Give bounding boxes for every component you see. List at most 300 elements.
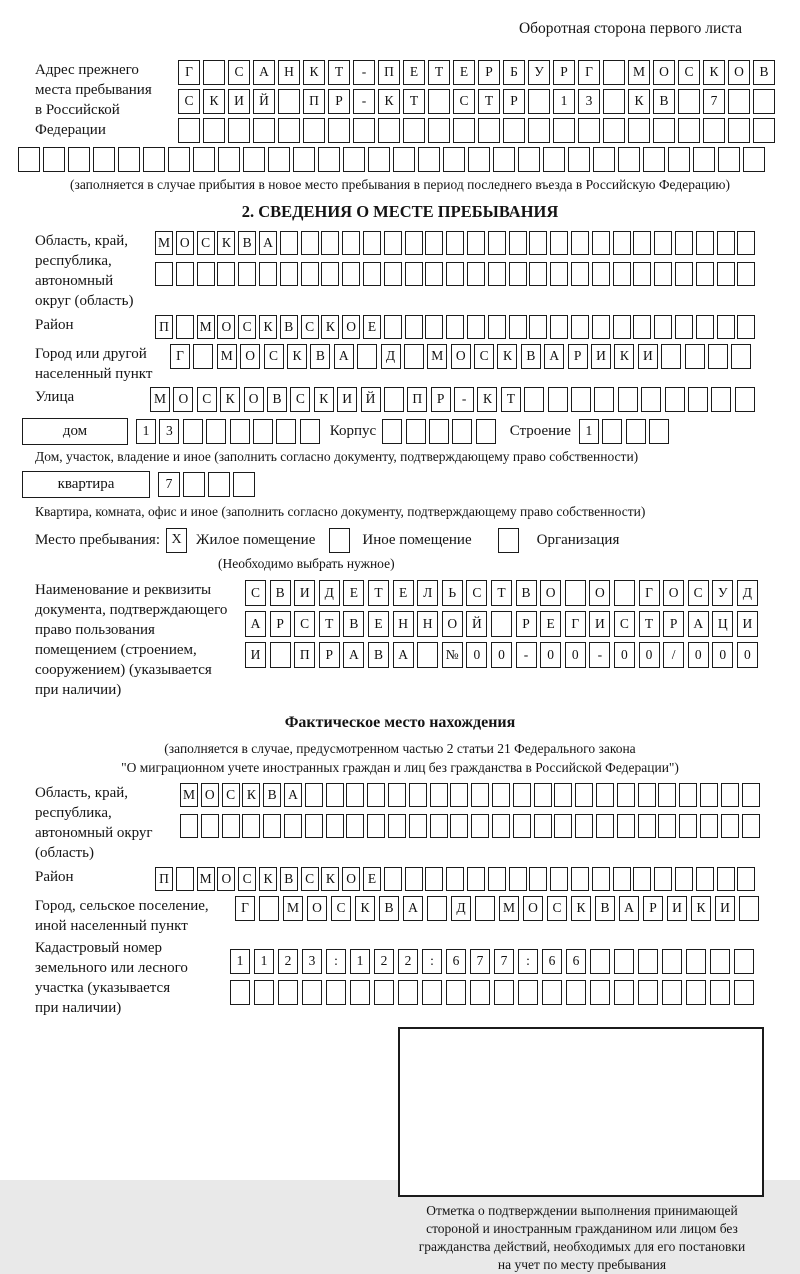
char-cell[interactable]: А (245, 611, 266, 637)
char-cell[interactable] (409, 814, 427, 838)
char-cell[interactable] (675, 867, 693, 891)
char-cell[interactable]: Р (553, 60, 575, 85)
char-cell[interactable] (428, 89, 450, 114)
char-cell[interactable] (492, 783, 510, 807)
char-cell[interactable]: И (245, 642, 266, 668)
char-cell[interactable] (180, 814, 198, 838)
char-cell[interactable] (633, 315, 651, 339)
char-cell[interactable] (208, 472, 230, 497)
char-cell[interactable] (571, 231, 589, 255)
char-cell[interactable]: О (342, 315, 360, 339)
char-cell[interactable] (737, 315, 755, 339)
char-cell[interactable] (293, 147, 315, 172)
char-cell[interactable]: 6 (542, 949, 562, 974)
char-cell[interactable] (450, 783, 468, 807)
char-cell[interactable] (613, 315, 631, 339)
char-cell[interactable] (718, 147, 740, 172)
char-cell[interactable] (734, 980, 754, 1005)
char-cell[interactable] (575, 814, 593, 838)
char-cell[interactable] (592, 867, 610, 891)
char-cell[interactable]: Р (503, 89, 525, 114)
char-cell[interactable]: Д (319, 580, 340, 606)
char-cell[interactable]: А (253, 60, 275, 85)
char-cell[interactable] (658, 814, 676, 838)
char-cell[interactable] (259, 262, 277, 286)
char-cell[interactable] (425, 867, 443, 891)
char-cell[interactable] (654, 315, 672, 339)
char-cell[interactable]: К (355, 896, 375, 921)
char-cell[interactable]: О (176, 231, 194, 255)
char-cell[interactable]: С (547, 896, 567, 921)
char-cell[interactable]: О (244, 387, 264, 412)
char-cell[interactable] (638, 980, 658, 1005)
char-cell[interactable] (678, 89, 700, 114)
char-cell[interactable] (350, 980, 370, 1005)
char-cell[interactable] (550, 315, 568, 339)
char-cell[interactable] (491, 611, 512, 637)
char-cell[interactable] (183, 419, 203, 444)
char-cell[interactable]: В (653, 89, 675, 114)
char-cell[interactable]: В (280, 867, 298, 891)
char-cell[interactable] (230, 980, 250, 1005)
char-cell[interactable]: С (245, 580, 266, 606)
char-cell[interactable]: Й (466, 611, 487, 637)
char-cell[interactable]: Е (403, 60, 425, 85)
char-cell[interactable] (418, 147, 440, 172)
char-cell[interactable] (731, 344, 751, 369)
char-cell[interactable] (618, 147, 640, 172)
char-cell[interactable] (668, 147, 690, 172)
char-cell[interactable]: Г (170, 344, 190, 369)
char-cell[interactable] (614, 580, 635, 606)
char-cell[interactable]: Т (428, 60, 450, 85)
char-cell[interactable]: А (544, 344, 564, 369)
char-cell[interactable]: О (240, 344, 260, 369)
char-cell[interactable]: О (540, 580, 561, 606)
char-cell[interactable] (488, 315, 506, 339)
char-cell[interactable]: Р (270, 611, 291, 637)
char-cell[interactable] (493, 147, 515, 172)
char-cell[interactable] (721, 783, 739, 807)
char-cell[interactable] (592, 262, 610, 286)
char-cell[interactable] (550, 262, 568, 286)
char-cell[interactable]: 1 (136, 419, 156, 444)
char-cell[interactable] (509, 867, 527, 891)
char-cell[interactable]: А (688, 611, 709, 637)
char-cell[interactable] (346, 814, 364, 838)
char-cell[interactable] (613, 867, 631, 891)
char-cell[interactable]: С (238, 867, 256, 891)
char-cell[interactable] (696, 231, 714, 255)
char-cell[interactable] (688, 387, 708, 412)
char-cell[interactable] (183, 472, 205, 497)
checkbox-residential[interactable]: X (166, 528, 187, 553)
char-cell[interactable] (93, 147, 115, 172)
char-cell[interactable] (696, 867, 714, 891)
char-cell[interactable] (353, 118, 375, 143)
char-cell[interactable] (470, 980, 490, 1005)
char-cell[interactable] (222, 814, 240, 838)
char-cell[interactable]: Ц (712, 611, 733, 637)
char-cell[interactable]: К (378, 89, 400, 114)
char-cell[interactable] (524, 387, 544, 412)
char-cell[interactable] (728, 89, 750, 114)
char-cell[interactable]: С (290, 387, 310, 412)
char-cell[interactable]: И (228, 89, 250, 114)
char-cell[interactable] (382, 419, 402, 444)
char-cell[interactable]: О (728, 60, 750, 85)
char-cell[interactable] (243, 147, 265, 172)
char-cell[interactable] (696, 262, 714, 286)
char-cell[interactable] (201, 814, 219, 838)
char-cell[interactable] (643, 147, 665, 172)
char-cell[interactable]: К (691, 896, 711, 921)
char-cell[interactable] (628, 118, 650, 143)
char-cell[interactable]: И (737, 611, 758, 637)
char-cell[interactable]: М (217, 344, 237, 369)
char-cell[interactable]: В (310, 344, 330, 369)
char-cell[interactable] (566, 980, 586, 1005)
char-cell[interactable] (528, 89, 550, 114)
char-cell[interactable]: 0 (639, 642, 660, 668)
char-cell[interactable] (693, 147, 715, 172)
char-cell[interactable] (743, 147, 765, 172)
char-cell[interactable]: / (663, 642, 684, 668)
char-cell[interactable] (278, 118, 300, 143)
char-cell[interactable]: А (403, 896, 423, 921)
char-cell[interactable] (529, 315, 547, 339)
char-cell[interactable] (263, 814, 281, 838)
char-cell[interactable]: 1 (254, 949, 274, 974)
char-cell[interactable] (661, 344, 681, 369)
char-cell[interactable] (476, 419, 496, 444)
char-cell[interactable] (654, 262, 672, 286)
char-cell[interactable] (321, 262, 339, 286)
char-cell[interactable]: В (270, 580, 291, 606)
char-cell[interactable] (230, 419, 250, 444)
char-cell[interactable] (518, 980, 538, 1005)
char-cell[interactable] (428, 118, 450, 143)
char-cell[interactable]: Д (381, 344, 401, 369)
char-cell[interactable] (742, 783, 760, 807)
char-cell[interactable]: Р (516, 611, 537, 637)
char-cell[interactable] (633, 867, 651, 891)
char-cell[interactable] (452, 419, 472, 444)
char-cell[interactable] (686, 949, 706, 974)
char-cell[interactable]: М (628, 60, 650, 85)
char-cell[interactable]: И (591, 344, 611, 369)
char-cell[interactable] (303, 118, 325, 143)
char-cell[interactable] (478, 118, 500, 143)
char-cell[interactable]: 1 (579, 419, 599, 444)
char-cell[interactable] (384, 262, 402, 286)
char-cell[interactable] (578, 118, 600, 143)
char-cell[interactable] (450, 814, 468, 838)
char-cell[interactable] (649, 419, 669, 444)
char-cell[interactable] (302, 980, 322, 1005)
char-cell[interactable]: С (222, 783, 240, 807)
char-cell[interactable]: Р (663, 611, 684, 637)
char-cell[interactable]: И (667, 896, 687, 921)
char-cell[interactable] (468, 147, 490, 172)
char-cell[interactable] (328, 118, 350, 143)
char-cell[interactable]: 0 (688, 642, 709, 668)
char-cell[interactable]: Е (363, 867, 381, 891)
char-cell[interactable] (368, 147, 390, 172)
char-cell[interactable]: 3 (578, 89, 600, 114)
char-cell[interactable]: 0 (540, 642, 561, 668)
char-cell[interactable]: К (242, 783, 260, 807)
char-cell[interactable]: 2 (398, 949, 418, 974)
char-cell[interactable] (602, 419, 622, 444)
char-cell[interactable]: Т (319, 611, 340, 637)
char-cell[interactable]: В (238, 231, 256, 255)
char-cell[interactable] (590, 949, 610, 974)
char-cell[interactable] (554, 814, 572, 838)
char-cell[interactable] (168, 147, 190, 172)
char-cell[interactable] (467, 262, 485, 286)
char-cell[interactable]: В (343, 611, 364, 637)
char-cell[interactable] (242, 814, 260, 838)
char-cell[interactable] (513, 783, 531, 807)
char-cell[interactable]: - (454, 387, 474, 412)
char-cell[interactable]: 1 (350, 949, 370, 974)
char-cell[interactable]: К (217, 231, 235, 255)
char-cell[interactable]: С (688, 580, 709, 606)
char-cell[interactable] (529, 262, 547, 286)
char-cell[interactable]: В (280, 315, 298, 339)
char-cell[interactable] (446, 262, 464, 286)
char-cell[interactable]: М (427, 344, 447, 369)
char-cell[interactable]: М (499, 896, 519, 921)
char-cell[interactable] (593, 147, 615, 172)
char-cell[interactable] (509, 315, 527, 339)
char-cell[interactable] (565, 580, 586, 606)
char-cell[interactable] (425, 262, 443, 286)
char-cell[interactable] (305, 814, 323, 838)
char-cell[interactable] (703, 118, 725, 143)
char-cell[interactable] (384, 867, 402, 891)
char-cell[interactable]: 2 (374, 949, 394, 974)
char-cell[interactable]: Т (403, 89, 425, 114)
char-cell[interactable] (203, 118, 225, 143)
char-cell[interactable] (393, 147, 415, 172)
char-cell[interactable]: Й (361, 387, 381, 412)
char-cell[interactable] (176, 867, 194, 891)
char-cell[interactable] (753, 118, 775, 143)
char-cell[interactable] (238, 262, 256, 286)
char-cell[interactable]: В (379, 896, 399, 921)
char-cell[interactable] (543, 147, 565, 172)
char-cell[interactable] (696, 315, 714, 339)
char-cell[interactable]: 0 (466, 642, 487, 668)
char-cell[interactable]: 1 (230, 949, 250, 974)
char-cell[interactable]: 0 (614, 642, 635, 668)
char-cell[interactable] (43, 147, 65, 172)
char-cell[interactable]: Е (363, 315, 381, 339)
char-cell[interactable] (405, 867, 423, 891)
char-cell[interactable] (571, 387, 591, 412)
char-cell[interactable] (176, 262, 194, 286)
char-cell[interactable]: О (307, 896, 327, 921)
char-cell[interactable] (357, 344, 377, 369)
char-cell[interactable]: Т (501, 387, 521, 412)
char-cell[interactable]: Р (643, 896, 663, 921)
char-cell[interactable] (675, 315, 693, 339)
char-cell[interactable]: С (678, 60, 700, 85)
char-cell[interactable]: С (197, 387, 217, 412)
char-cell[interactable]: Н (393, 611, 414, 637)
char-cell[interactable]: К (321, 867, 339, 891)
char-cell[interactable] (384, 231, 402, 255)
char-cell[interactable] (443, 147, 465, 172)
char-cell[interactable] (346, 783, 364, 807)
char-cell[interactable] (471, 783, 489, 807)
char-cell[interactable] (367, 814, 385, 838)
char-cell[interactable] (305, 783, 323, 807)
char-cell[interactable] (417, 642, 438, 668)
char-cell[interactable] (446, 867, 464, 891)
char-cell[interactable] (734, 949, 754, 974)
char-cell[interactable] (571, 315, 589, 339)
char-cell[interactable]: К (614, 344, 634, 369)
char-cell[interactable]: Т (491, 580, 512, 606)
char-cell[interactable]: 0 (565, 642, 586, 668)
char-cell[interactable] (675, 262, 693, 286)
char-cell[interactable]: И (715, 896, 735, 921)
char-cell[interactable] (737, 867, 755, 891)
char-cell[interactable] (509, 231, 527, 255)
char-cell[interactable] (488, 867, 506, 891)
char-cell[interactable]: Р (478, 60, 500, 85)
char-cell[interactable]: Т (368, 580, 389, 606)
char-cell[interactable]: - (353, 60, 375, 85)
char-cell[interactable]: 2 (278, 949, 298, 974)
char-cell[interactable]: С (264, 344, 284, 369)
char-cell[interactable] (739, 896, 759, 921)
char-cell[interactable] (638, 814, 656, 838)
char-cell[interactable]: 3 (302, 949, 322, 974)
char-cell[interactable]: М (150, 387, 170, 412)
char-cell[interactable]: Е (540, 611, 561, 637)
char-cell[interactable]: : (326, 949, 346, 974)
char-cell[interactable] (388, 783, 406, 807)
char-cell[interactable]: М (283, 896, 303, 921)
char-cell[interactable] (685, 344, 705, 369)
char-cell[interactable] (378, 118, 400, 143)
char-cell[interactable] (596, 783, 614, 807)
char-cell[interactable]: С (301, 315, 319, 339)
char-cell[interactable] (284, 814, 302, 838)
char-cell[interactable]: Т (328, 60, 350, 85)
char-cell[interactable] (203, 60, 225, 85)
char-cell[interactable]: Т (639, 611, 660, 637)
char-cell[interactable] (594, 387, 614, 412)
char-cell[interactable] (550, 231, 568, 255)
char-cell[interactable] (534, 814, 552, 838)
char-cell[interactable] (592, 315, 610, 339)
char-cell[interactable] (321, 231, 339, 255)
checkbox-organization[interactable] (498, 528, 519, 553)
char-cell[interactable] (617, 814, 635, 838)
char-cell[interactable] (686, 980, 706, 1005)
char-cell[interactable] (571, 867, 589, 891)
char-cell[interactable] (518, 147, 540, 172)
char-cell[interactable] (638, 783, 656, 807)
char-cell[interactable] (228, 118, 250, 143)
char-cell[interactable]: Г (178, 60, 200, 85)
char-cell[interactable] (446, 231, 464, 255)
char-cell[interactable] (679, 783, 697, 807)
char-cell[interactable] (253, 118, 275, 143)
char-cell[interactable]: П (303, 89, 325, 114)
char-cell[interactable] (300, 419, 320, 444)
char-cell[interactable] (737, 231, 755, 255)
char-cell[interactable] (270, 642, 291, 668)
char-cell[interactable] (710, 949, 730, 974)
char-cell[interactable]: - (516, 642, 537, 668)
char-cell[interactable]: С (331, 896, 351, 921)
char-cell[interactable]: К (703, 60, 725, 85)
char-cell[interactable]: К (287, 344, 307, 369)
char-cell[interactable] (614, 949, 634, 974)
char-cell[interactable] (614, 980, 634, 1005)
char-cell[interactable] (318, 147, 340, 172)
char-cell[interactable] (529, 867, 547, 891)
char-cell[interactable] (710, 980, 730, 1005)
char-cell[interactable]: О (217, 867, 235, 891)
char-cell[interactable] (268, 147, 290, 172)
char-cell[interactable]: С (466, 580, 487, 606)
char-cell[interactable] (700, 783, 718, 807)
char-cell[interactable]: 6 (446, 949, 466, 974)
char-cell[interactable] (409, 783, 427, 807)
char-cell[interactable] (384, 387, 404, 412)
char-cell[interactable] (405, 315, 423, 339)
char-cell[interactable] (342, 231, 360, 255)
char-cell[interactable] (678, 118, 700, 143)
char-cell[interactable]: Г (565, 611, 586, 637)
char-cell[interactable]: В (368, 642, 389, 668)
char-cell[interactable]: У (712, 580, 733, 606)
char-cell[interactable] (717, 867, 735, 891)
char-cell[interactable]: 7 (470, 949, 490, 974)
char-cell[interactable]: С (294, 611, 315, 637)
char-cell[interactable] (509, 262, 527, 286)
char-cell[interactable]: : (518, 949, 538, 974)
char-cell[interactable]: Ь (442, 580, 463, 606)
char-cell[interactable]: К (321, 315, 339, 339)
char-cell[interactable]: О (201, 783, 219, 807)
char-cell[interactable] (542, 980, 562, 1005)
char-cell[interactable] (193, 344, 213, 369)
char-cell[interactable] (492, 814, 510, 838)
char-cell[interactable]: Г (639, 580, 660, 606)
char-cell[interactable]: И (638, 344, 658, 369)
char-cell[interactable] (118, 147, 140, 172)
char-cell[interactable] (488, 262, 506, 286)
char-cell[interactable] (430, 814, 448, 838)
char-cell[interactable] (728, 118, 750, 143)
char-cell[interactable]: № (442, 642, 463, 668)
char-cell[interactable]: К (628, 89, 650, 114)
char-cell[interactable]: В (521, 344, 541, 369)
char-cell[interactable] (513, 814, 531, 838)
char-cell[interactable] (613, 231, 631, 255)
char-cell[interactable]: Н (417, 611, 438, 637)
char-cell[interactable]: С (178, 89, 200, 114)
char-cell[interactable] (603, 60, 625, 85)
